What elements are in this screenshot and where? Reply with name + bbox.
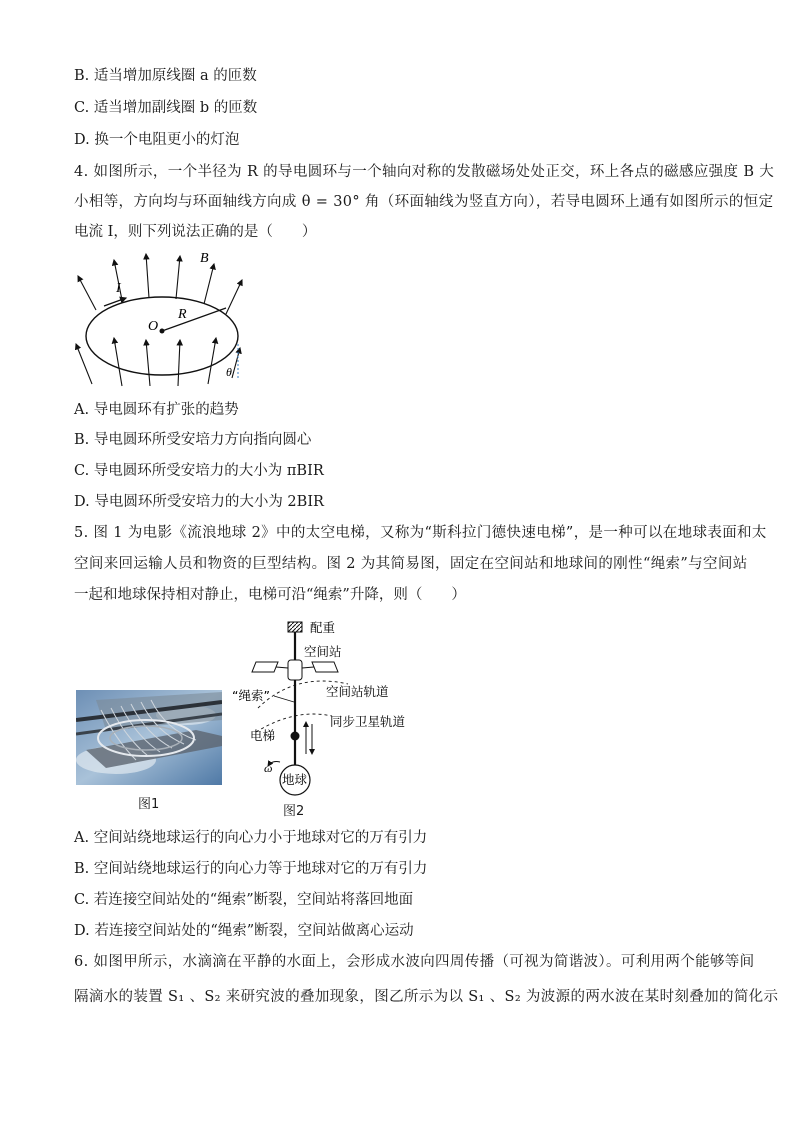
option-4b: B. 导电圆环所受安培力方向指向圆心: [74, 432, 312, 448]
label-O: O: [148, 319, 159, 334]
option-5c: C. 若连接空间站处的“绳索”断裂，空间站将落回地面: [74, 892, 414, 908]
conducting-ring: [86, 297, 238, 375]
counterweight-block: [288, 622, 302, 632]
option-5d: D. 若连接空间站处的“绳索”断裂，空间站做离心运动: [74, 923, 414, 939]
label-B: B: [200, 251, 209, 266]
label-omega: ω: [264, 761, 273, 775]
option-3c: C. 适当增加副线圈 b 的匝数: [74, 100, 258, 116]
label-theta: θ: [226, 365, 232, 379]
question-4-stem-line3: 电流 I，则下列说法正确的是（ ）: [74, 224, 317, 240]
label-R: R: [178, 307, 187, 322]
option-4a: A. 导电圆环有扩张的趋势: [74, 402, 239, 418]
label-rope: “绳索”: [232, 688, 270, 703]
elevator-car: [291, 732, 300, 741]
space-station: [288, 660, 302, 680]
option-5b: B. 空间站绕地球运行的向心力等于地球对它的万有引力: [74, 861, 428, 877]
question-6-stem-line2: 隔滴水的装置 S₁ 、S₂ 来研究波的叠加现象，图乙所示为以 S₁ 、S₂ 为波源的两水波在某时刻叠加的简化示: [74, 989, 779, 1005]
label-earth: 地球: [282, 772, 308, 787]
question-4-stem-line2: 小相等，方向均与环面轴线方向成 θ = 30° 角（环面轴线为竖直方向），若导电圆环上通有如图所示的恒定: [74, 194, 774, 210]
figure-2-caption: 图2: [283, 804, 305, 819]
space-elevator-photo: [76, 690, 222, 785]
question-4-stem-line1: 4. 如图所示，一个半径为 R 的导电圆环与一个轴向对称的发散磁场处处正交，环上各点的磁感应强度 B 大: [74, 164, 775, 180]
option-4c: C. 导电圆环所受安培力的大小为 πBIR: [74, 463, 324, 479]
option-3d: D. 换一个电阻更小的灯泡: [74, 132, 240, 148]
ring-magnetic-field-figure: [64, 248, 254, 388]
label-station: 空间站: [304, 644, 342, 659]
option-4d: D. 导电圆环所受安培力的大小为 2BIR: [74, 494, 324, 510]
label-I: I: [116, 281, 121, 296]
label-elevator: 电梯: [250, 728, 276, 743]
option-5a: A. 空间站绕地球运行的向心力小于地球对它的万有引力: [74, 830, 428, 846]
label-station-orbit: 空间站轨道: [326, 684, 389, 699]
space-elevator-schematic: [228, 612, 428, 808]
label-counterweight: 配重: [310, 620, 336, 635]
question-5-stem-line2: 空间来回运输人员和物资的巨型结构。图 2 为其简易图，固定在空间站和地球间的刚性“绳索”与空间站: [74, 556, 748, 572]
label-geo-orbit: 同步卫星轨道: [330, 714, 406, 729]
question-5-stem-line1: 5. 图 1 为电影《流浪地球 2》中的太空电梯，又称为“斯科拉门德快速电梯”，是一种可以在地球表面和太: [74, 525, 767, 541]
figure-1-caption: 图1: [138, 797, 160, 812]
question-5-stem-line3: 一起和地球保持相对静止，电梯可沿“绳索”升降，则（ ）: [74, 587, 466, 603]
question-6-stem-line1: 6. 如图甲所示，水滴滴在平静的水面上，会形成水波向四周传播（可视为简谐波）。可利用两个能够等间: [74, 954, 755, 970]
option-3b: B. 适当增加原线圈 a 的匝数: [74, 68, 257, 84]
